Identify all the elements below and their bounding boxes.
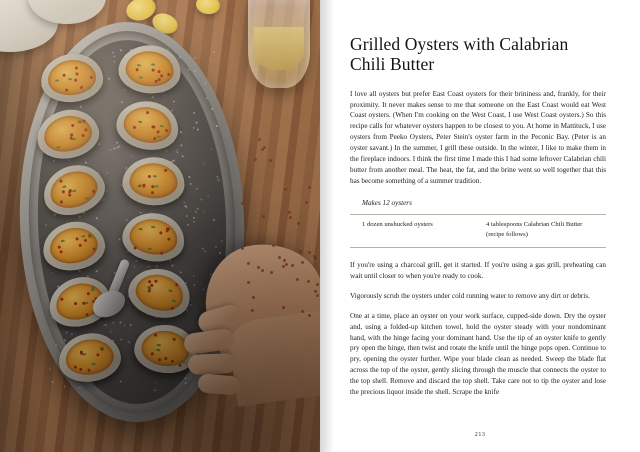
- calabrian-chili-fleck: [158, 358, 161, 361]
- salt-grain: [183, 202, 185, 204]
- table-crumb: [272, 244, 275, 247]
- salt-grain: [120, 49, 122, 51]
- table-crumb: [247, 281, 250, 284]
- salt-grain: [180, 145, 182, 147]
- salt-grain: [134, 266, 136, 268]
- salt-grain: [106, 190, 108, 192]
- table-crumb: [301, 261, 304, 264]
- salt-grain: [107, 78, 109, 80]
- salt-grain: [164, 94, 166, 96]
- salt-grain: [64, 339, 66, 341]
- table-crumb: [289, 216, 292, 219]
- table-crumb: [241, 202, 244, 205]
- wine-glass: [248, 0, 310, 88]
- salt-grain: [45, 224, 47, 226]
- salt-grain: [195, 211, 197, 213]
- salt-grain: [114, 56, 116, 58]
- calabrian-chili-fleck: [87, 369, 90, 372]
- calabrian-chili-fleck: [151, 191, 154, 194]
- salt-grain: [131, 155, 133, 157]
- calabrian-chili-fleck: [133, 125, 137, 129]
- salt-grain: [154, 389, 156, 391]
- salt-grain: [116, 141, 118, 143]
- salt-grain: [135, 260, 137, 262]
- herb-fleck: [148, 247, 152, 250]
- salt-grain: [193, 217, 195, 219]
- herb-fleck: [68, 78, 72, 80]
- recipe-step: Vigorously scrub the oysters under cold running water to remove any dirt or debris.: [350, 291, 590, 300]
- salt-grain: [193, 275, 195, 277]
- salt-grain: [217, 179, 219, 181]
- salt-grain: [79, 270, 81, 272]
- salt-grain: [123, 89, 125, 91]
- salt-grain: [66, 331, 68, 333]
- salt-grain: [193, 221, 195, 223]
- calabrian-chili-fleck: [167, 73, 170, 76]
- calabrian-chili-fleck: [178, 364, 181, 367]
- salt-grain: [85, 162, 87, 164]
- calabrian-chili-fleck: [160, 252, 163, 255]
- oyster-meat-with-chili-butter: [129, 162, 179, 199]
- salt-grain: [119, 381, 121, 383]
- salt-grain: [173, 159, 175, 161]
- salt-grain: [156, 265, 158, 267]
- oyster-meat-with-chili-butter: [132, 269, 187, 315]
- table-crumb: [305, 201, 308, 204]
- recipe-title: Grilled Oysters with Calabrian Chili Butter: [350, 34, 569, 75]
- calabrian-chili-fleck: [65, 88, 68, 91]
- herb-fleck: [139, 76, 143, 78]
- salt-grain: [71, 333, 73, 335]
- calabrian-chili-fleck: [89, 76, 92, 79]
- oyster-meat-with-chili-butter: [41, 112, 95, 156]
- salt-grain: [196, 188, 198, 190]
- recipe-headnote: I love all oysters but prefer East Coast oysters for their brininess and, frankly, for their proximity. It never makes sense to me that someone on the East Coast would eat West Coast oysters. (When I'm cooking on the West Coast, I use West Coast oysters.) So this recipe calls for whatever oysters happen to be closest to you. At home in Mattituck, I use oysters from Peeko Oysters, Peter Stein's oyster farm in the Peconic Bay. (Peter is an oyster savant.) In the summer, I grill these outside. In the winter, I like to make them in the fireplace indoors. I think the first time I made this I had some leftover Calabrian chili butter from another meal. The heat, the fat, and the brine went so well together that this has become something of a summer tradition.: [350, 89, 606, 186]
- table-crumb: [254, 158, 257, 161]
- table-crumb: [269, 159, 272, 162]
- salt-grain: [96, 270, 98, 272]
- salt-grain: [193, 127, 195, 129]
- oyster-meat-with-chili-butter: [121, 103, 175, 147]
- calabrian-chili-fleck: [70, 133, 74, 137]
- calabrian-chili-fleck: [151, 68, 154, 71]
- salt-grain: [107, 172, 109, 174]
- salt-grain: [186, 309, 188, 311]
- calabrian-chili-fleck: [158, 78, 161, 81]
- salt-grain: [210, 58, 212, 60]
- salt-grain: [190, 183, 192, 185]
- salt-grain: [194, 57, 196, 59]
- salt-grain: [166, 150, 168, 152]
- recipe-step: One at a time, place an oyster on your work surface, cupped-side down. Dry the oyster and, using a folded-up kitchen towel, hold the oyster steady with your nondominant hand, with the hinge facing your dominant hand. Use the tip of an oyster knife to gently pry open the hinge, then twist and rotate the knife until the hinge pops open. Continue to pry, opening the oyster further. Wipe your blade clean as needed. Sweep the blade flat across the top of the oyster, gently slicing through the muscle that connects the oyster to the top shell. Remove and discard the top shell. Take care not to tip the oyster and lose the precious liquor inside the shell. Scrape the knife: [350, 311, 606, 397]
- calabrian-chili-fleck: [96, 353, 99, 356]
- salt-grain: [68, 159, 70, 161]
- salt-grain: [196, 121, 198, 123]
- salt-grain: [171, 265, 173, 267]
- herb-fleck: [180, 361, 184, 363]
- table-crumb: [284, 188, 287, 191]
- salt-grain: [112, 52, 114, 54]
- salt-grain: [53, 159, 55, 161]
- ingredient-item: 4 tablespoons Calabrian Chili Butter (recipe follows): [486, 221, 583, 238]
- salt-grain: [49, 368, 51, 370]
- salt-grain: [171, 109, 173, 111]
- salt-grain: [203, 211, 205, 213]
- salt-grain: [147, 266, 149, 268]
- calabrian-chili-fleck: [150, 352, 153, 355]
- salt-grain: [187, 69, 189, 71]
- herb-fleck: [87, 87, 91, 89]
- calabrian-chili-fleck: [164, 169, 167, 172]
- calabrian-chili-fleck: [157, 70, 160, 73]
- finger: [197, 373, 240, 396]
- salt-grain: [110, 149, 112, 151]
- salt-grain: [193, 112, 195, 114]
- salt-grain: [179, 56, 181, 58]
- table-crumb: [316, 283, 319, 286]
- calabrian-chili-fleck: [142, 185, 145, 188]
- salt-grain: [197, 129, 199, 131]
- calabrian-chili-fleck: [164, 357, 167, 360]
- salt-grain: [113, 147, 115, 149]
- salt-grain: [202, 248, 204, 250]
- salt-grain: [200, 199, 202, 201]
- salt-grain: [219, 251, 221, 253]
- oyster-meat-with-chili-butter: [124, 49, 175, 88]
- table-crumb: [278, 256, 281, 259]
- salt-grain: [203, 162, 205, 164]
- salt-grain: [180, 271, 182, 273]
- salt-grain: [155, 381, 157, 383]
- table-crumb: [283, 259, 286, 262]
- calabrian-chili-fleck: [167, 237, 170, 240]
- oyster-meat-with-chili-butter: [47, 224, 100, 267]
- salt-grain: [50, 272, 52, 274]
- salt-grain: [79, 387, 81, 389]
- salt-grain: [220, 240, 222, 242]
- calabrian-chili-fleck: [75, 72, 78, 75]
- calabrian-chili-fleck: [152, 125, 156, 129]
- ingredient-item: 1 dozen unshucked oysters: [362, 221, 433, 229]
- salt-grain: [189, 175, 191, 177]
- herb-fleck: [139, 228, 143, 231]
- salt-grain: [119, 239, 121, 241]
- salt-grain: [206, 97, 208, 99]
- salt-grain: [186, 206, 188, 208]
- salt-grain: [113, 322, 115, 324]
- salt-grain: [130, 324, 132, 326]
- oyster-meat-with-chili-butter: [127, 216, 180, 258]
- salt-grain: [53, 214, 55, 216]
- salt-grain: [80, 106, 82, 108]
- salt-grain: [194, 69, 196, 71]
- salt-grain: [95, 217, 97, 219]
- salt-grain: [187, 224, 189, 226]
- table-crumb: [299, 250, 302, 253]
- wrist: [226, 308, 320, 406]
- salt-grain: [123, 324, 125, 326]
- salt-grain: [99, 143, 101, 145]
- table-crumb: [308, 186, 311, 189]
- salt-grain: [204, 82, 206, 84]
- salt-grain: [214, 247, 216, 249]
- calabrian-chili-fleck: [79, 368, 82, 371]
- herb-fleck: [151, 226, 155, 229]
- finger: [188, 353, 237, 375]
- salt-grain: [204, 250, 206, 252]
- ingredient-list: [350, 214, 606, 248]
- table-crumb: [241, 247, 244, 250]
- calabrian-chili-fleck: [84, 128, 88, 132]
- salt-grain: [120, 321, 122, 323]
- salt-grain: [52, 381, 54, 383]
- salt-grain: [181, 155, 183, 157]
- table-crumb: [252, 296, 255, 299]
- salt-grain: [169, 260, 171, 262]
- page-number: 213: [474, 431, 486, 438]
- salt-grain: [197, 208, 199, 210]
- salt-grain: [109, 331, 111, 333]
- salt-grain: [113, 60, 115, 62]
- table-crumb: [308, 314, 311, 317]
- table-crumb: [263, 146, 266, 149]
- table-crumb: [262, 215, 265, 218]
- salt-grain: [186, 215, 188, 217]
- salt-grain: [129, 341, 131, 343]
- salt-grain: [120, 338, 122, 340]
- herb-fleck: [153, 175, 157, 177]
- salt-grain: [190, 304, 192, 306]
- recipe-text-page: [320, 0, 640, 452]
- salt-grain: [207, 195, 209, 197]
- salt-grain: [118, 145, 120, 147]
- salt-grain: [184, 377, 186, 379]
- salt-grain: [126, 219, 128, 221]
- salt-grain: [179, 131, 181, 133]
- salt-grain: [217, 176, 219, 178]
- table-crumb: [258, 138, 261, 141]
- table-crumb: [297, 222, 300, 225]
- salt-grain: [210, 148, 212, 150]
- calabrian-chili-fleck: [153, 137, 157, 141]
- table-crumb: [288, 211, 291, 214]
- table-crumb: [257, 266, 260, 269]
- salt-grain: [213, 220, 215, 222]
- salt-grain: [176, 152, 178, 154]
- calabrian-chili-fleck: [172, 337, 175, 340]
- lemon-wedge: [195, 0, 221, 16]
- salt-grain: [203, 288, 205, 290]
- table-crumb: [308, 251, 311, 254]
- salt-grain: [214, 50, 216, 52]
- salt-grain: [64, 385, 66, 387]
- salt-grain: [151, 96, 153, 98]
- table-crumb: [316, 294, 319, 297]
- salt-grain: [193, 283, 195, 285]
- recipe-step: If you're using a charcoal grill, get it started. If you're using a gas grill, preheating can wait until closer to when you're ready to cook.: [350, 260, 606, 280]
- herb-fleck: [137, 185, 141, 187]
- salt-grain: [173, 100, 175, 102]
- recipe-yield: Makes 12 oysters: [362, 199, 412, 208]
- salt-grain: [103, 199, 105, 201]
- herb-fleck: [151, 63, 155, 65]
- salt-grain: [105, 323, 107, 325]
- table-crumb: [261, 269, 264, 272]
- calabrian-chili-fleck: [71, 123, 75, 127]
- salt-grain: [78, 216, 80, 218]
- salt-grain: [121, 102, 123, 104]
